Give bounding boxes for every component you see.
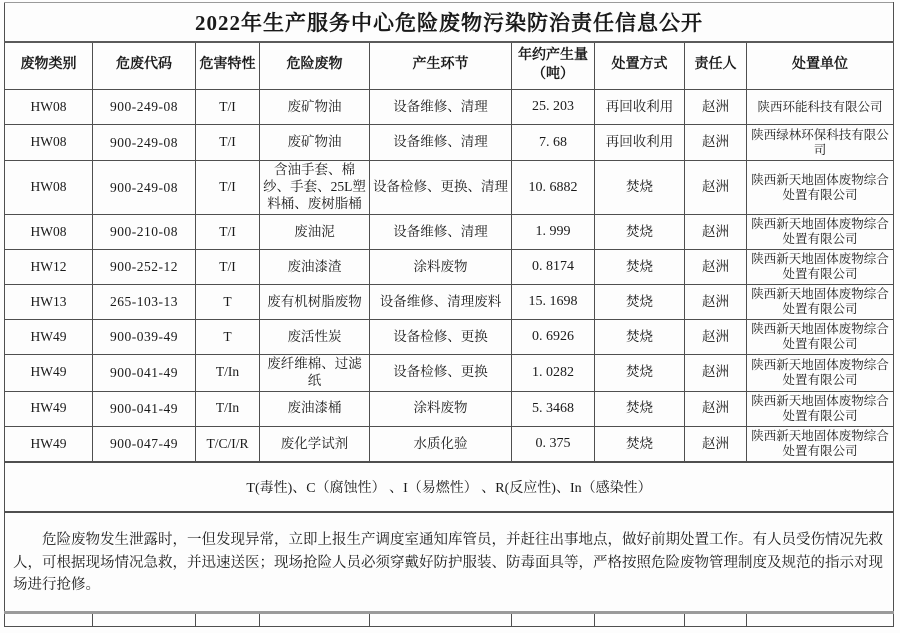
table-row [5,90,894,125]
disposal-method: 焚烧 [595,161,685,215]
table-row [5,320,894,355]
responsible-person: 赵洲 [685,320,747,355]
disposal-unit: 陕西新天地固体废物综合处置有限公司 [747,355,894,392]
waste-code: 900-249-08 [93,125,196,161]
col-header-hazard-trait: 危害特性 [196,42,260,90]
empty-cell [370,612,512,626]
disposal-method: 焚烧 [595,355,685,392]
responsible-person: 赵洲 [685,125,747,161]
empty-cell [93,612,196,626]
waste-category: HW08 [5,215,93,250]
generation-stage: 涂料废物 [370,250,512,285]
waste-category: HW49 [5,426,93,462]
annual-amount: 0. 375 [512,426,595,462]
title-row [5,3,894,42]
disposal-unit: 陕西新天地固体废物综合处置有限公司 [747,250,894,285]
waste-code: 900-041-49 [93,391,196,426]
responsible-person: 赵洲 [685,161,747,215]
disposal-method: 焚烧 [595,426,685,462]
hazard-trait: T/C/I/R [196,426,260,462]
waste-category: HW13 [5,285,93,320]
responsible-person: 赵洲 [685,215,747,250]
hazard-trait: T [196,285,260,320]
col-header-annual-amount: 年约产生量（吨） [512,42,595,90]
col-header-disposal-unit: 处置单位 [747,42,894,90]
waste-category: HW49 [5,320,93,355]
header-row [5,42,894,90]
waste-category: HW08 [5,125,93,161]
empty-cell [512,612,595,626]
disposal-unit: 陕西新天地固体废物综合处置有限公司 [747,320,894,355]
disposal-unit: 陕西新天地固体废物综合处置有限公司 [747,285,894,320]
waste-name: 废活性炭 [260,320,370,355]
generation-stage: 设备维修、清理 [370,125,512,161]
responsible-person: 赵洲 [685,355,747,392]
hazardous-waste-table [4,2,894,627]
waste-name: 废油漆桶 [260,391,370,426]
empty-cell [260,612,370,626]
waste-name: 废化学试剂 [260,426,370,462]
hazard-trait-legend: T(毒性)、C（腐蚀性） 、I（易燃性） 、R(反应性)、In（感染性） [5,462,894,512]
hazard-trait: T/In [196,391,260,426]
col-header-waste-name: 危险废物 [260,42,370,90]
disposal-unit: 陕西新天地固体废物综合处置有限公司 [747,426,894,462]
col-header-generation-stage: 产生环节 [370,42,512,90]
empty-cell [5,612,93,626]
responsible-person: 赵洲 [685,285,747,320]
disposal-method: 焚烧 [595,391,685,426]
disposal-unit: 陕西新天地固体废物综合处置有限公司 [747,215,894,250]
waste-category: HW49 [5,391,93,426]
responsible-person: 赵洲 [685,391,747,426]
empty-cell [595,612,685,626]
generation-stage: 设备维修、清理 [370,90,512,125]
waste-category: HW12 [5,250,93,285]
annual-amount: 25. 203 [512,90,595,125]
hazard-trait: T/I [196,215,260,250]
waste-code: 900-039-49 [93,320,196,355]
generation-stage: 涂料废物 [370,391,512,426]
empty-cell [685,612,747,626]
waste-name: 废矿物油 [260,125,370,161]
waste-name: 含油手套、棉纱、手套、25L塑料桶、废树脂桶 [260,161,370,215]
table-row [5,285,894,320]
emergency-note-cell [5,512,894,612]
col-header-responsible-person: 责任人 [685,42,747,90]
generation-stage: 设备维修、清理 [370,215,512,250]
waste-name: 废油漆渣 [260,250,370,285]
partial-bottom-row [5,612,894,626]
generation-stage: 设备检修、更换 [370,320,512,355]
disposal-method: 再回收利用 [595,90,685,125]
table-row [5,250,894,285]
waste-name: 废矿物油 [260,90,370,125]
annual-amount: 1. 0282 [512,355,595,392]
waste-code: 900-249-08 [93,161,196,215]
disposal-method: 再回收利用 [595,125,685,161]
hazard-trait: T/I [196,161,260,215]
responsible-person: 赵洲 [685,250,747,285]
waste-name: 废油泥 [260,215,370,250]
table-row [5,355,894,392]
hazard-trait: T/I [196,90,260,125]
waste-code: 900-041-49 [93,355,196,392]
waste-category: HW08 [5,90,93,125]
table-row [5,426,894,462]
emergency-note-text: 危险废物发生泄露时，一但发现异常，立即上报生产调度室通知库管员，并赶往出事地点，做好前期处置工作。有人员受伤情况先救人，可根据现场情况急救，并迅速送医；现场抢险人员必须穿戴好防护服装、防毒面具等，严格按照危险废物管理制度及规范的指示对现场进行抢修。 [13,532,883,594]
generation-stage: 设备检修、更换 [370,355,512,392]
generation-stage: 设备维修、清理废料 [370,285,512,320]
hazard-trait: T [196,320,260,355]
generation-stage: 设备检修、更换、清理 [370,161,512,215]
disposal-unit: 陕西环能科技有限公司 [747,90,894,125]
disposal-unit: 陕西新天地固体废物综合处置有限公司 [747,161,894,215]
legend-row [5,462,894,512]
disposal-method: 焚烧 [595,320,685,355]
generation-stage: 水质化验 [370,426,512,462]
table-row [5,161,894,215]
annual-amount: 10. 6882 [512,161,595,215]
waste-code: 900-210-08 [93,215,196,250]
annual-amount: 0. 8174 [512,250,595,285]
responsible-person: 赵洲 [685,426,747,462]
disposal-method: 焚烧 [595,285,685,320]
empty-cell [747,612,894,626]
annual-amount: 0. 6926 [512,320,595,355]
annual-amount: 15. 1698 [512,285,595,320]
waste-code: 900-249-08 [93,90,196,125]
responsible-person: 赵洲 [685,90,747,125]
disposal-unit: 陕西新天地固体废物综合处置有限公司 [747,391,894,426]
waste-code: 900-047-49 [93,426,196,462]
hazard-trait: T/I [196,125,260,161]
table-row [5,391,894,426]
col-header-waste-category: 废物类别 [5,42,93,90]
annual-amount: 1. 999 [512,215,595,250]
waste-code: 900-252-12 [93,250,196,285]
waste-name: 废有机树脂废物 [260,285,370,320]
annual-amount: 5. 3468 [512,391,595,426]
disposal-method: 焚烧 [595,250,685,285]
col-header-disposal-method: 处置方式 [595,42,685,90]
waste-name: 废纤维棉、过滤纸 [260,355,370,392]
note-row [5,512,894,612]
annual-amount: 7. 68 [512,125,595,161]
hazard-trait: T/In [196,355,260,392]
waste-category: HW08 [5,161,93,215]
empty-cell [196,612,260,626]
waste-code: 265-103-13 [93,285,196,320]
table-row [5,125,894,161]
disposal-unit: 陕西绿林环保科技有限公司 [747,125,894,161]
hazard-trait: T/I [196,250,260,285]
col-header-waste-code: 危废代码 [93,42,196,90]
waste-category: HW49 [5,355,93,392]
table-row [5,215,894,250]
disposal-method: 焚烧 [595,215,685,250]
page-title: 2022年生产服务中心危险废物污染防治责任信息公开 [5,3,894,42]
